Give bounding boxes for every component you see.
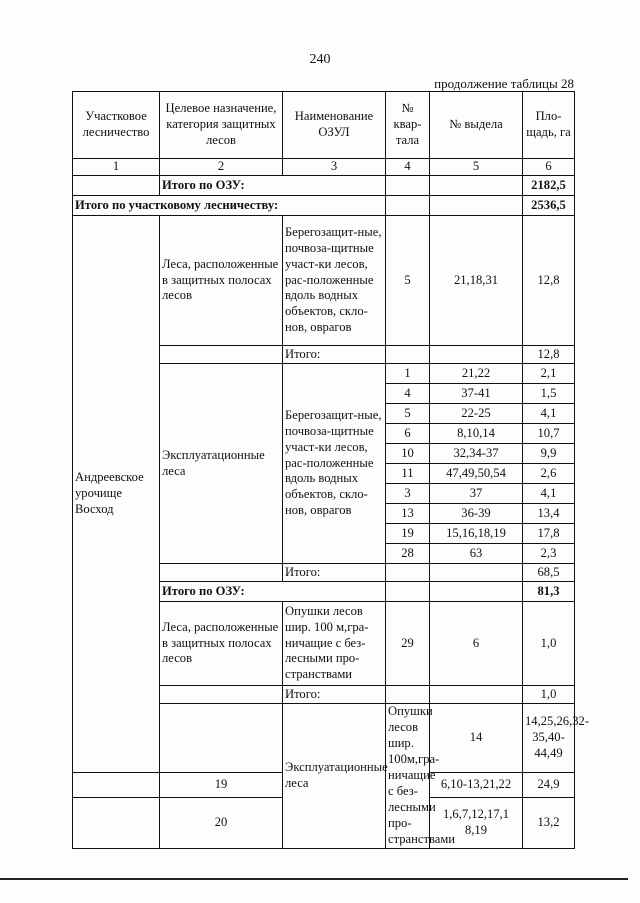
plots-cell: 32,34-37 — [430, 444, 523, 464]
block-total-area: 12,8 — [523, 346, 575, 364]
quarter-cell: 10 — [386, 444, 430, 464]
category-cell: Леса, расположенные в защитных полосах лесов — [160, 216, 283, 346]
forest-protection-table — [72, 91, 590, 849]
column-number: 2 — [160, 159, 283, 176]
forestry-total-label: Итого по участковому лесничеству: — [73, 196, 386, 216]
header-plot-number: № выдела — [430, 92, 523, 159]
plots-cell: 63 — [430, 544, 523, 564]
area-cell: 1,5 — [523, 384, 575, 404]
header-purpose-category: Целевое назначение, категория защитных лесов — [160, 92, 283, 159]
area-cell: 2,6 — [523, 464, 575, 484]
column-number: 6 — [523, 159, 575, 176]
block-total-label: Итого: — [283, 564, 386, 582]
plots-cell: 36-39 — [430, 504, 523, 524]
quarter-cell: 5 — [386, 216, 430, 346]
column-number: 4 — [386, 159, 430, 176]
plots-cell: 14,25,26,32-35,40-44,49 — [523, 704, 575, 773]
quarter-cell: 19 — [160, 772, 283, 797]
quarter-cell: 29 — [386, 602, 430, 686]
plots-cell: 21,18,31 — [430, 216, 523, 346]
block-total-label: Итого: — [283, 686, 386, 704]
forestry-total-area: 2536,5 — [523, 196, 575, 216]
plots-cell: 6,10-13,21,22 — [430, 772, 523, 797]
block-total-area: 68,5 — [523, 564, 575, 582]
plots-cell: 15,16,18,19 — [430, 524, 523, 544]
quarter-cell: 1 — [386, 364, 430, 384]
area-cell: 1,0 — [523, 602, 575, 686]
plots-cell: 47,49,50,54 — [430, 464, 523, 484]
column-number: 1 — [73, 159, 160, 176]
area-cell: 24,9 — [523, 772, 575, 797]
table-continuation-caption: продолжение таблицы 28 — [434, 76, 574, 91]
quarter-cell: 19 — [386, 524, 430, 544]
quarter-cell: 3 — [386, 484, 430, 504]
plots-cell: 8,10,14 — [430, 424, 523, 444]
page-number: 240 — [309, 52, 331, 67]
area-cell: 9,9 — [523, 444, 575, 464]
block-total-area: 1,0 — [523, 686, 575, 704]
subtotal-ozu-area: 2182,5 — [523, 176, 575, 196]
area-cell: 17,8 — [523, 524, 575, 544]
category-cell: Эксплуатационные леса — [160, 364, 283, 564]
category-cell: Леса, расположенные в защитных полосах лесов — [160, 602, 283, 686]
quarter-cell: 13 — [386, 504, 430, 524]
column-number-row — [73, 159, 575, 176]
quarter-cell: 14 — [430, 704, 523, 773]
column-number: 3 — [283, 159, 386, 176]
subtotal-ozu-row — [73, 176, 575, 196]
block-total-label: Итого: — [283, 346, 386, 364]
column-number: 5 — [430, 159, 523, 176]
subtotal-ozu-label: Итого по ОЗУ: — [160, 176, 386, 196]
area-cell: 2,1 — [523, 364, 575, 384]
header-row — [73, 92, 575, 159]
header-quarter-number: № квар-тала — [386, 92, 430, 159]
plots-cell: 1,6,7,12,17,1 8,19 — [430, 798, 523, 849]
quarter-cell: 28 — [386, 544, 430, 564]
quarter-cell: 6 — [386, 424, 430, 444]
header-area: Пло-щадь, га — [523, 92, 575, 159]
ozul-cell: Берегозащит-ные, почвоза-щитные участ-ки лесов, рас-положенные вдоль водных объектов, скло-нов, оврагов — [283, 364, 386, 564]
area-cell: 13,4 — [523, 504, 575, 524]
plots-cell: 22-25 — [430, 404, 523, 424]
area-cell: 10,7 — [523, 424, 575, 444]
area-cell: 4,1 — [523, 404, 575, 424]
ozul-cell: Опушки лесов шир. 100 м,гра-ничащие с без-лесными про-странствами — [283, 602, 386, 686]
quarter-cell: 20 — [160, 798, 283, 849]
forestry-name: Андреевское урочище Восход — [73, 216, 160, 773]
plots-cell: 6 — [430, 602, 523, 686]
subtotal-ozu-area: 81,3 — [523, 582, 575, 602]
area-cell: 13,2 — [523, 798, 575, 849]
header-ozul-name: Наименование ОЗУЛ — [283, 92, 386, 159]
area-cell: 12,8 — [523, 216, 575, 346]
ozul-cell: Опушки лесов шир. 100м,гра-ничащие с без-лесными про-странствами — [386, 704, 430, 849]
area-cell: 4,1 — [523, 484, 575, 504]
quarter-cell: 4 — [386, 384, 430, 404]
plots-cell: 21,22 — [430, 364, 523, 384]
subtotal-ozu-label: Итого по ОЗУ: — [160, 582, 386, 602]
plots-cell: 37-41 — [430, 384, 523, 404]
area-cell: 2,3 — [523, 544, 575, 564]
page-bottom-divider — [0, 878, 628, 880]
forestry-total-row — [73, 196, 575, 216]
plots-cell: 37 — [430, 484, 523, 504]
quarter-cell: 5 — [386, 404, 430, 424]
header-forestry: Участковое лесничество — [73, 92, 160, 159]
quarter-cell: 11 — [386, 464, 430, 484]
table-row — [73, 216, 575, 346]
category-cell: Эксплуатационные леса — [283, 704, 386, 849]
ozul-cell: Берегозащит-ные, почвоза-щитные участ-ки лесов, рас-положенные вдоль водных объектов, скло-нов, оврагов — [283, 216, 386, 346]
